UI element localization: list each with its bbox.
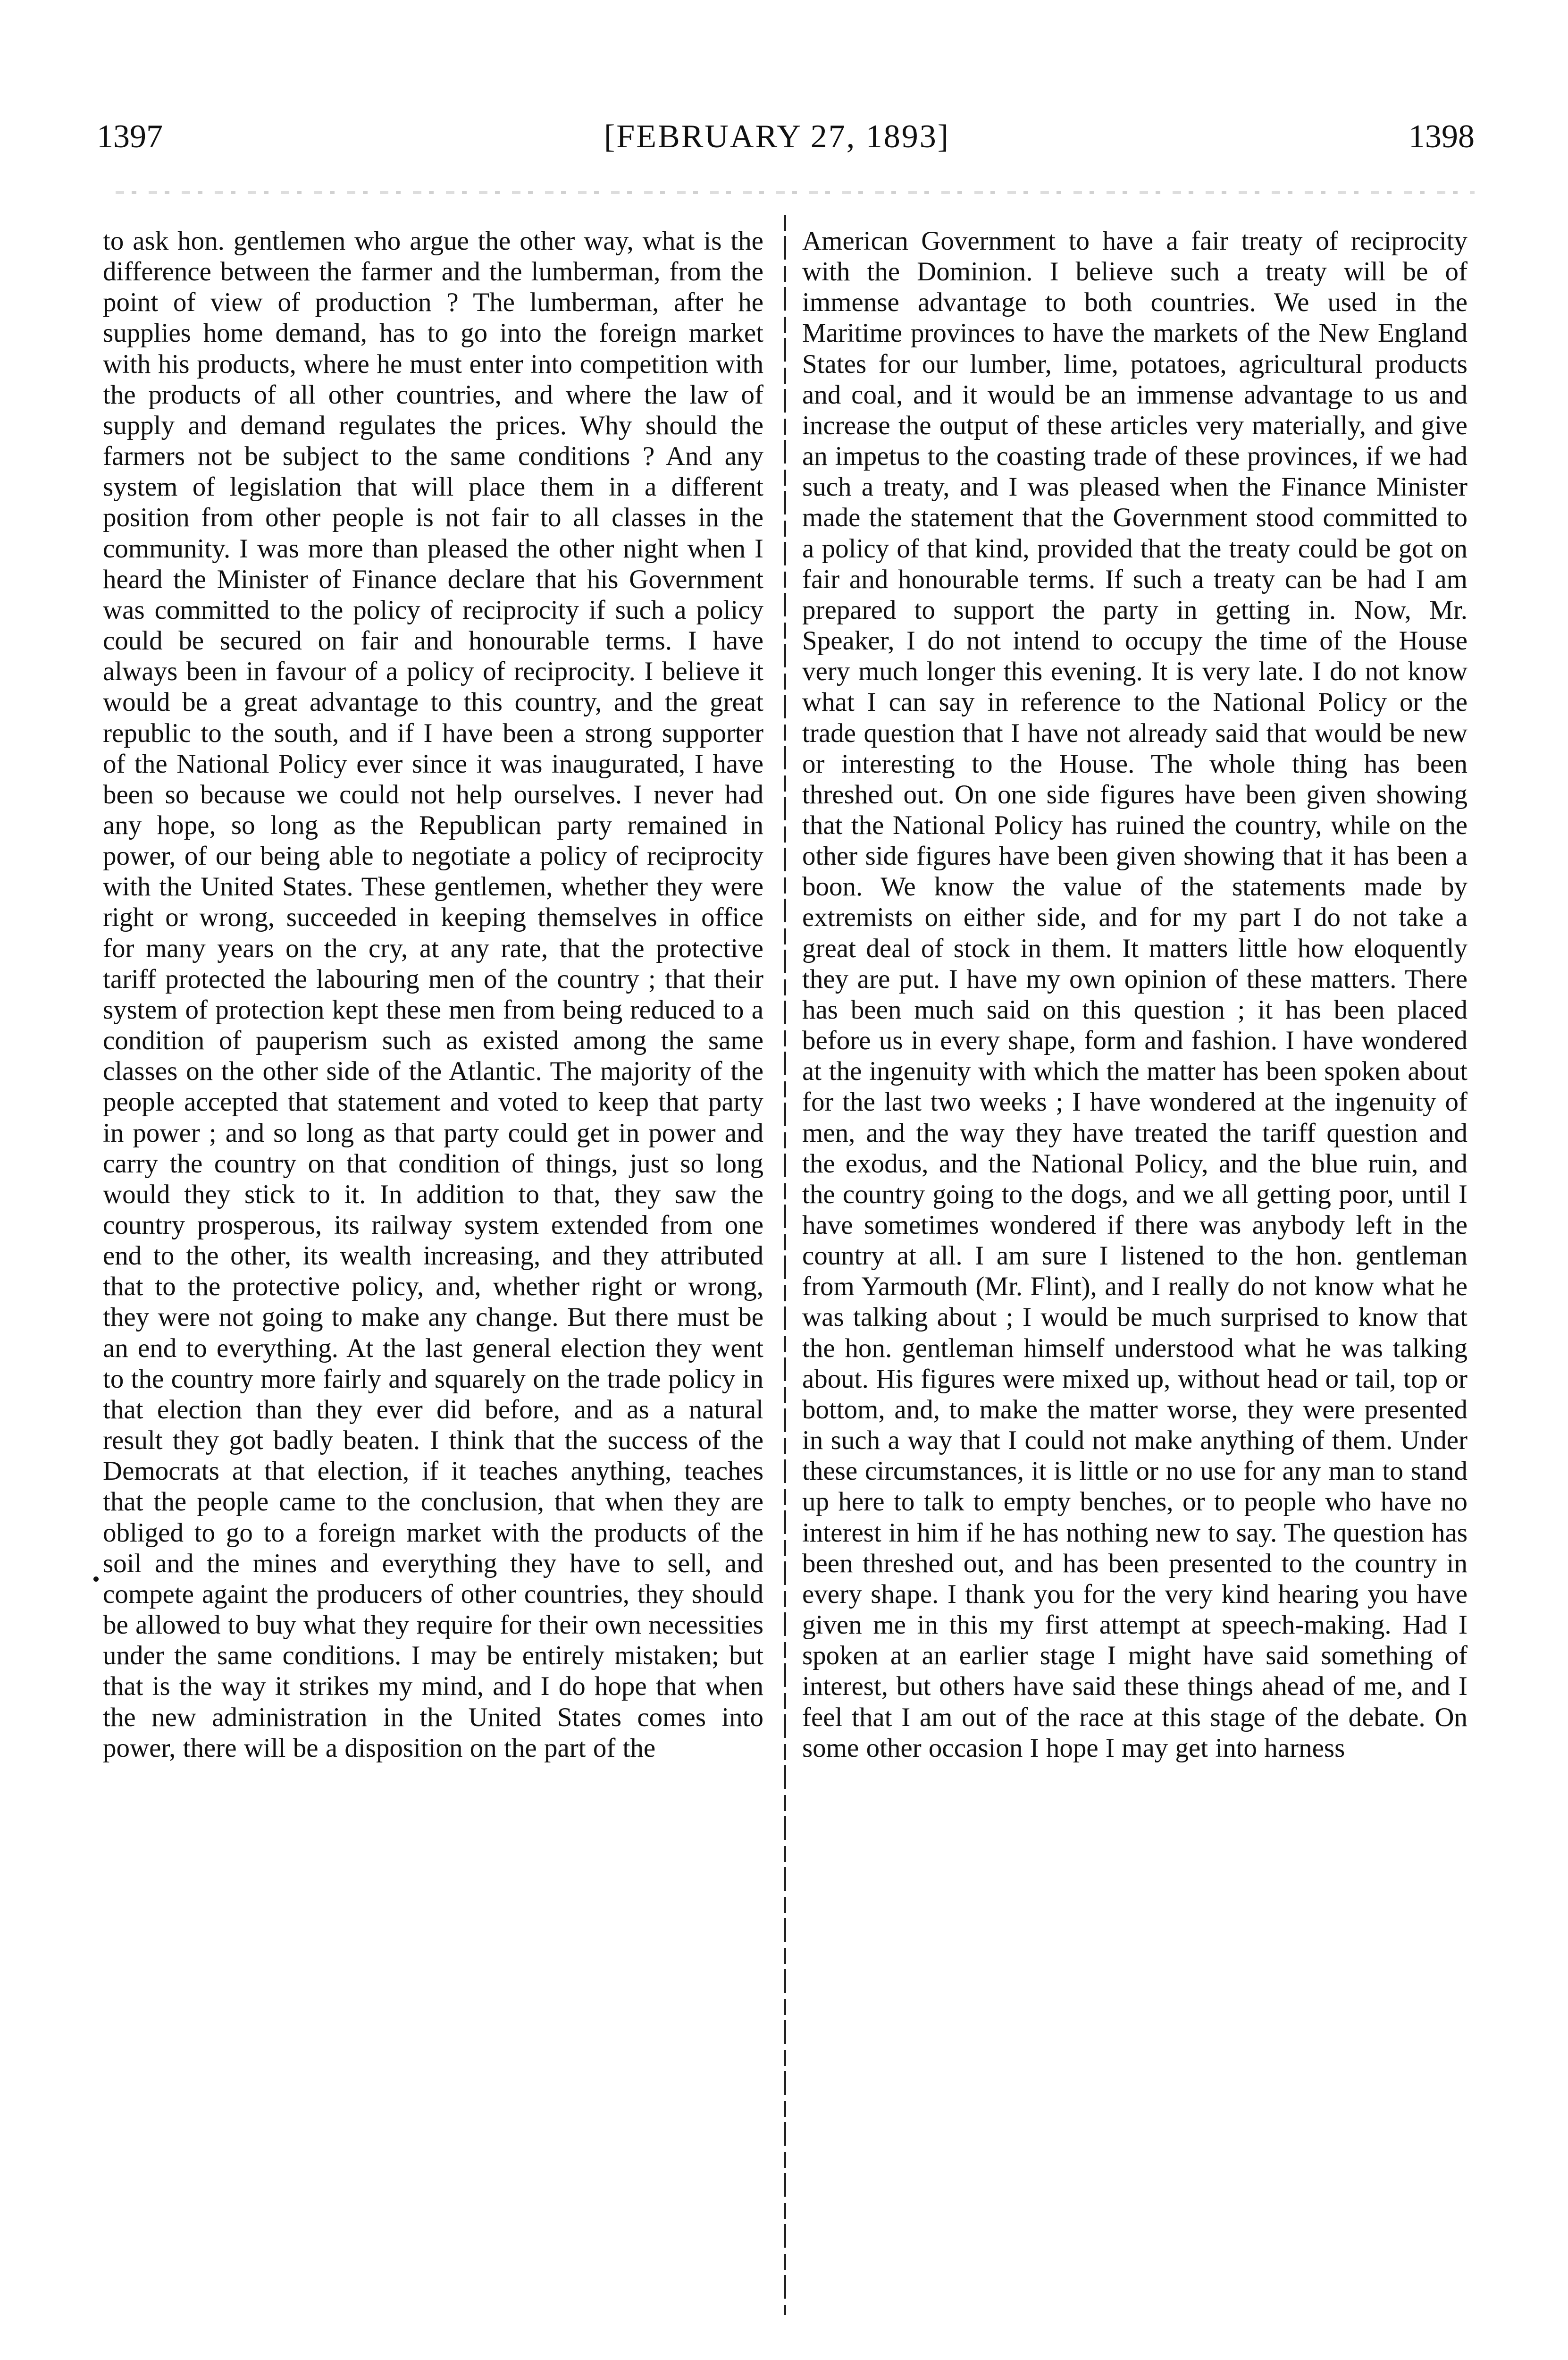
left-column-text: to ask hon. gentlemen who argue the other way, what is the difference between the farmer and the lumberman, from the point of view of production ? The lumberman, after he supplies home demand, has to go into the foreign market with his products, where he must enter into competition with the products of all other countries, and where the law of supply and demand regulates the prices. Why should the farmers not be subject to the same conditions ? And any system of legislation that will place them in a different position from other people is not fair to all classes in the community. I was more than pleased the other night when I heard the Minister of Finance declare that his Government was committed to the policy of reciprocity if such a policy could be secured on fair and honourable terms. I have always been in favour of a policy of reciprocity. I believe it would be a great advantage to this country, and the great republic to the south, and if I have been a strong supporter of the National Policy ever since it was inaugurated, I have been so because we could not help ourselves. I never had any hope, so long as the Republican party remained in power, of our being able to negotiate a policy of reciprocity with the United States. These gentlemen, whether they were right or wrong, succeeded in keeping themselves in office for many years on the cry, at any rate, that the protective tariff protected the labouring men of the country ; that their system of protection kept these men from being reduced to a condition of pauperism such as existed among the same classes on the other side of the Atlantic. The majority of the people accepted that statement and voted to keep that party in power ; and so long as that party could get in power and carry the country on that condition of things, just so long would they stick to it. In addition to that, they saw the country prosperous, its railway system extended from one end to the other, its wealth increasing, and they attributed that to the protective policy, and, whether right or wrong, they were not going to make any change. But there must be an end to everything. At the last general election they went to the country more fairly and squarely on the trade policy in that election than they ever did before, and as a natural result they got badly beaten. I think that the success of the Democrats at that election, if it teaches anything, teaches that the people came to the conclusion, that when they are obliged to go to a foreign market with the products of the soil and the mines and everything they have to sell, and compete againt the producers of other countries, they should be allowed to buy what they require for their own necessities under the same conditions. I may be entirely mistaken; but that is the way it strikes my mind, and I do hope that when the new administration in the United States comes into power, there will be a disposition on the part of the — [103, 226, 763, 1763]
page-header — [97, 111, 1475, 163]
left-page-number: 1397 — [97, 118, 163, 155]
right-page-number: 1398 — [1409, 118, 1475, 155]
column-divider — [784, 215, 786, 2315]
right-column-text: American Government to have a fair treaty of reciprocity with the Dominion. I believe such a treaty will be of immense advantage to both countries. We used in the Maritime provinces to have the markets of the New England States for our lumber, lime, potatoes, agricultural products and coal, and it would be an immense advantage to us and increase the output of these articles very materially, and give an impetus to the coasting trade of these provinces, if we had such a treaty, and I was pleased when the Finance Minister made the statement that the Government stood committed to a policy of that kind, provided that the treaty could be got on fair and honourable terms. If such a treaty can be had I am prepared to support the party in getting in. Now, Mr. Speaker, I do not intend to occupy the time of the House very much longer this evening. It is very late. I do not know what I can say in reference to the National Policy or the trade question that I have not already said that would be new or interesting to the House. The whole thing has been threshed out. On one side figures have been given showing that the National Policy has ruined the country, while on the other side figures have been given showing that it has been a boon. We know the value of the statements made by extremists on either side, and for my part I do not take a great deal of stock in them. It matters little how eloquently they are put. I have my own opinion of these matters. There has been much said on this question ; it has been placed before us in every shape, form and fashion. I have wondered at the ingenuity with which the matter has been spoken about for the last two weeks ; I have wondered at the ingenuity of men, and the way they have treated the tariff question and the exodus, and the National Policy, and the blue ruin, and the country going to the dogs, and we all getting poor, until I have sometimes wondered if there was anybody left in the country at all. I am sure I listened to the hon. gentleman from Yarmouth (Mr. Flint), and I really do not know what he was talking about ; I would be much surprised to know that the hon. gentleman himself understood what he was talking about. His figures were mixed up, without head or tail, top or bottom, and, to make the matter worse, they were presented in such a way that I could not make anything of them. Under these circumstances, it is little or no use for any man to stand up here to talk to empty benches, or to people who have no interest in him if he has nothing new to say. The question has been threshed out, and has been presented to the country in every shape. I thank you for the very kind hearing you have given me in this my first attempt at speech-making. Had I spoken at an earlier stage I might have said something of interest, but others have said these things ahead of me, and I feel that I am out of the race at this stage of the debate. On some other occasion I hope I may get into harness — [802, 226, 1467, 1763]
header-date: [FEBRUARY 27, 1893] — [604, 118, 950, 155]
left-column — [103, 226, 763, 2314]
header-rule — [116, 191, 1475, 194]
right-column — [802, 226, 1467, 2314]
margin-mark-icon — [93, 1576, 99, 1582]
